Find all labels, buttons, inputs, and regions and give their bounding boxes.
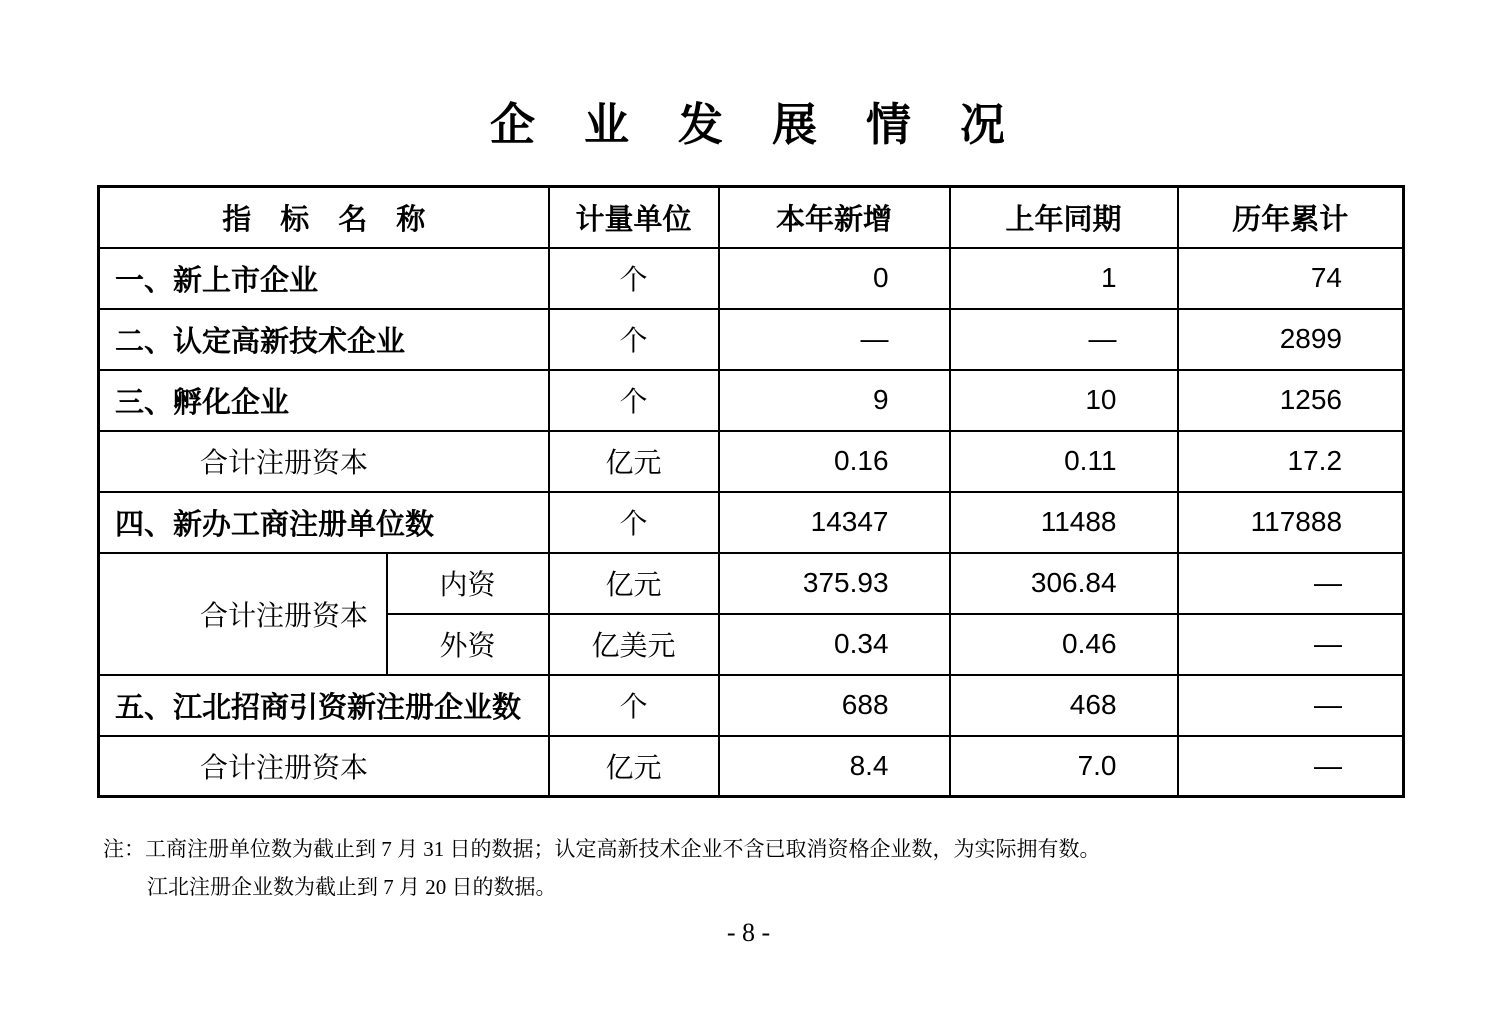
unit-cell: 亿美元 xyxy=(549,614,719,675)
table-note xyxy=(103,830,1403,906)
page-number: - 8 - xyxy=(726,918,771,947)
current-year-value: 688 xyxy=(719,675,950,736)
header-indicator-name: 指 标 名 称 xyxy=(99,187,549,248)
row-sublabel: 内资 xyxy=(387,553,549,614)
header-current-year: 本年新增 xyxy=(719,187,950,248)
current-year-value: 9 xyxy=(719,370,950,431)
cumulative-value: — xyxy=(1178,614,1404,675)
unit-cell: 个 xyxy=(549,309,719,370)
cumulative-value: 117888 xyxy=(1178,492,1404,553)
header-unit: 计量单位 xyxy=(549,187,719,248)
table-header-row xyxy=(99,187,1404,248)
row-label: 三、孵化企业 xyxy=(99,370,549,431)
row-sublabel: 外资 xyxy=(387,614,549,675)
unit-cell: 个 xyxy=(549,248,719,309)
row-label: 二、认定高新技术企业 xyxy=(99,309,549,370)
last-year-value: 306.84 xyxy=(950,553,1178,614)
cumulative-value: 74 xyxy=(1178,248,1404,309)
current-year-value: 0.34 xyxy=(719,614,950,675)
cumulative-value: — xyxy=(1178,553,1404,614)
cumulative-value: — xyxy=(1178,675,1404,736)
note-line-1: 注：工商注册单位数为截止到 7 月 31 日的数据；认定高新技术企业不含已取消资格企业数，为实际拥有数。 xyxy=(103,837,1101,861)
row-label-merged: 合计注册资本 xyxy=(99,553,387,675)
row-label: 四、新办工商注册单位数 xyxy=(99,492,549,553)
table-row xyxy=(99,309,1404,370)
unit-cell: 个 xyxy=(549,370,719,431)
table-row xyxy=(99,248,1404,309)
unit-cell: 亿元 xyxy=(549,553,719,614)
table-row xyxy=(99,370,1404,431)
table-row xyxy=(99,736,1404,797)
current-year-value: — xyxy=(719,309,950,370)
row-label: 合计注册资本 xyxy=(99,431,549,492)
current-year-value: 8.4 xyxy=(719,736,950,797)
note-line-2: 江北注册企业数为截止到 7 月 20 日的数据。 xyxy=(147,875,557,899)
last-year-value: 0.11 xyxy=(950,431,1178,492)
table-row xyxy=(99,675,1404,736)
header-last-year: 上年同期 xyxy=(950,187,1178,248)
table-row xyxy=(99,492,1404,553)
current-year-value: 0.16 xyxy=(719,431,950,492)
last-year-value: 7.0 xyxy=(950,736,1178,797)
page-title: 企 业 发 展 情 况 xyxy=(489,100,1007,150)
unit-cell: 个 xyxy=(549,675,719,736)
unit-cell: 个 xyxy=(549,492,719,553)
cumulative-value: 17.2 xyxy=(1178,431,1404,492)
table-row xyxy=(99,553,1404,614)
enterprise-development-table xyxy=(97,185,1405,798)
last-year-value: — xyxy=(950,309,1178,370)
last-year-value: 468 xyxy=(950,675,1178,736)
current-year-value: 0 xyxy=(719,248,950,309)
unit-cell: 亿元 xyxy=(549,431,719,492)
current-year-value: 14347 xyxy=(719,492,950,553)
unit-cell: 亿元 xyxy=(549,736,719,797)
row-label: 一、新上市企业 xyxy=(99,248,549,309)
current-year-value: 375.93 xyxy=(719,553,950,614)
row-label: 合计注册资本 xyxy=(99,736,549,797)
last-year-value: 11488 xyxy=(950,492,1178,553)
header-cumulative: 历年累计 xyxy=(1178,187,1404,248)
last-year-value: 1 xyxy=(950,248,1178,309)
last-year-value: 0.46 xyxy=(950,614,1178,675)
last-year-value: 10 xyxy=(950,370,1178,431)
row-label: 五、江北招商引资新注册企业数 xyxy=(99,675,549,736)
cumulative-value: — xyxy=(1178,736,1404,797)
table-row xyxy=(99,431,1404,492)
cumulative-value: 1256 xyxy=(1178,370,1404,431)
cumulative-value: 2899 xyxy=(1178,309,1404,370)
